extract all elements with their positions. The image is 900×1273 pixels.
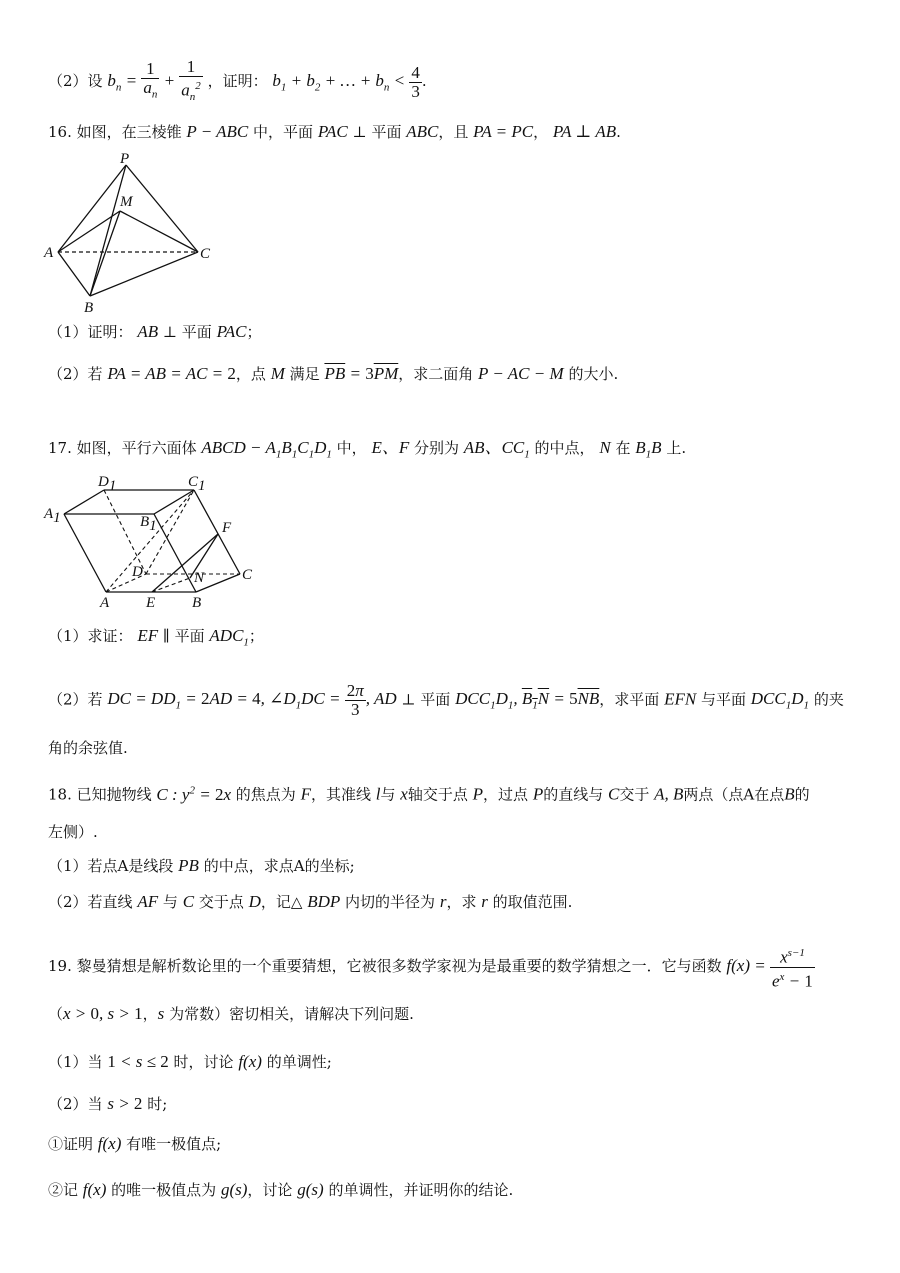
fig17-label-a1: A1 [44, 506, 61, 526]
fig17-label-b1: B1 [140, 514, 157, 534]
fig16-label-m: M [120, 194, 133, 210]
q18-part1: （1）若点A是线段 PB 的中点，求点A的坐标; [48, 856, 355, 875]
q19-part1: （1）当 1 < s ≤ 2 时，讨论 f(x) 的单调性; [48, 1052, 332, 1071]
q19-claim2: ②记 f(x) 的唯一极值点为 g(s)，讨论 g(s) 的单调性，并证明你的结论. [48, 1180, 514, 1199]
q17-part2: （2）若 DC = $DD_1 = 2AD = 4$, $\angle D_1DC$ = $\frac{2\pi}{3}$ , AD ⊥ 平面 $DCC_1D_1$, $B_1N = 5\overline{NB}$，求平面 EFN 与平面 $DCC_1D_1$ 的夹 [48, 681, 844, 719]
fig16-label-p: P [120, 151, 130, 167]
formula-inequality: $b_1 + b_2$ + … + $b_n$ < $\frac{4}{3}$ [272, 62, 420, 101]
q19-condition: （x > 0, s > 1，s 为常数）密切相关，请解决下列问题. [48, 1004, 414, 1023]
fig17-label-d1: D1 [98, 474, 117, 494]
q16-title: 16. 如图，在三棱锥 P − ABC 中，平面 PAC ⊥ 平面 ABC，且 PA = PC， PA ⊥ AB. [48, 122, 621, 141]
fig17-label-d: D [132, 564, 143, 580]
fig17-label-c1: C1 [188, 474, 206, 494]
q16-part2: （2）若 PA = AB = AC = 2，点 M 满足 $\overline{PB} = 3\overline{PM}$，求二面角 P − AC − M 的大小. [48, 364, 619, 383]
q19-title: 19. 黎曼猜想是解析数论里的一个重要猜想，它被很多数学家视为是最重要的数学猜想之一．它与函数 f(x) = $\frac{x^{s-1}}{e^x - 1}$ [48, 944, 815, 990]
fig17-label-f: F [222, 520, 232, 536]
q16-part1: （1）证明： AB ⊥ 平面 PAC； [48, 322, 262, 341]
q18-part2: （2）若直线 AF 与 C 交于点 D，记△ BDP 内切的半径为 r，求 r 的取值范围. [48, 892, 573, 911]
fig17-label-b: B [192, 595, 202, 611]
q18-title: 18. 已知抛物线 C : $y^2 = 2x$ 的焦点为 F，其准线 l与 x轴交于点 P，过点 P的直线与 C交于 A, B两点（点A在点B的 [48, 784, 810, 804]
q17-title: 17. 如图，平行六面体 ABCD − $A_1B_1C_1D_1$ 中， E、F 分别为 AB、$CC_1$ 的中点， N 在 $B_1B$ 上. [48, 438, 687, 461]
fig17-label-n: N [194, 570, 205, 586]
fig16-label-c: C [200, 246, 211, 262]
fig17-label-e: E [146, 595, 156, 611]
q15-part2: （2）设 $b_n$ = $\frac{1}{a_n}$ + $\frac{1}{a_n^2}$ ，证明： $b_1 + b_2$ + … + $b_n$ < $\frac{4}{3}$ . [48, 57, 427, 104]
q19-claim1: ①证明 f(x) 有唯一极值点; [48, 1134, 222, 1153]
fig16-label-b: B [84, 300, 94, 316]
q17-part2-cont: 角的余弦值. [48, 739, 128, 757]
figure-tetrahedron [40, 148, 240, 318]
formula-bn: $b_n$ = $\frac{1}{a_n}$ + $\frac{1}{a_n^2}$ [107, 57, 201, 104]
q19-part2: （2）当 s > 2 时; [48, 1094, 168, 1113]
q17-part1: （1）求证： EF ∥ 平面 $ADC_1$； [48, 626, 264, 649]
figure-parallelepiped [40, 472, 270, 612]
fig17-label-c: C [242, 567, 253, 583]
fig16-label-a: A [44, 245, 54, 261]
fig17-label-a: A [100, 595, 110, 611]
q18-title-cont: 左侧）. [48, 823, 98, 841]
